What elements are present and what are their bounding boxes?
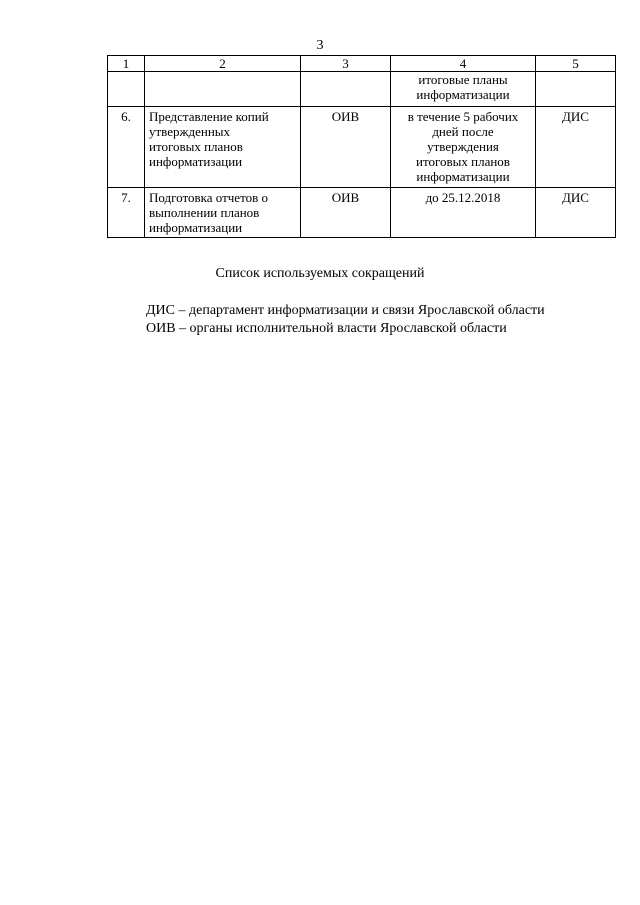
task-name [145,188,301,238]
responsible: ДИС [536,107,616,188]
abbreviation-item: ДИС – департамент информатизации и связи Ярославской области [146,303,545,318]
task-name [145,107,301,188]
deadline-line: информатизации [416,169,510,184]
task-name-line: информатизации [149,220,243,235]
abbreviations-title: Список используемых сокращений [215,266,425,281]
plan-table [107,55,616,238]
deadline [391,188,536,238]
deadline-line: итоговые планы [418,72,508,87]
deadline [391,107,536,188]
row-number: 6. [108,107,145,188]
responsible: ДИС [536,188,616,238]
deadline-line: утверждения [427,139,499,154]
executor: ОИВ [301,107,391,188]
table-row-continuation [108,72,616,107]
task-name-line: Подготовка отчетов о [149,190,268,205]
row-number [108,72,145,107]
page-number: 3 [316,38,324,53]
column-header-4: 4 [391,56,536,72]
task-name-line: утвержденных [149,124,231,139]
table-header-row [108,56,616,72]
deadline-line: до 25.12.2018 [425,190,501,205]
deadline [391,72,536,107]
executor [301,72,391,107]
column-header-5: 5 [536,56,616,72]
responsible [536,72,616,107]
task-name-line: итоговых планов [149,139,243,154]
task-name-line: Представление копий [149,109,269,124]
deadline-line: итоговых планов [416,154,510,169]
row-number: 7. [108,188,145,238]
table-row-7 [108,188,616,238]
executor: ОИВ [301,188,391,238]
deadline-line: в течение 5 рабочих [407,109,519,124]
table-row-6 [108,107,616,188]
column-header-2: 2 [145,56,301,72]
column-header-1: 1 [108,56,145,72]
column-header-3: 3 [301,56,391,72]
task-name-line: выполнении планов [149,205,260,220]
abbreviation-item: ОИВ – органы исполнительной власти Ярославской области [146,321,507,336]
task-name [145,72,301,107]
deadline-line: информатизации [416,87,510,102]
task-name-line: информатизации [149,154,243,169]
abbreviations-list [146,302,545,338]
deadline-line: дней после [432,124,494,139]
